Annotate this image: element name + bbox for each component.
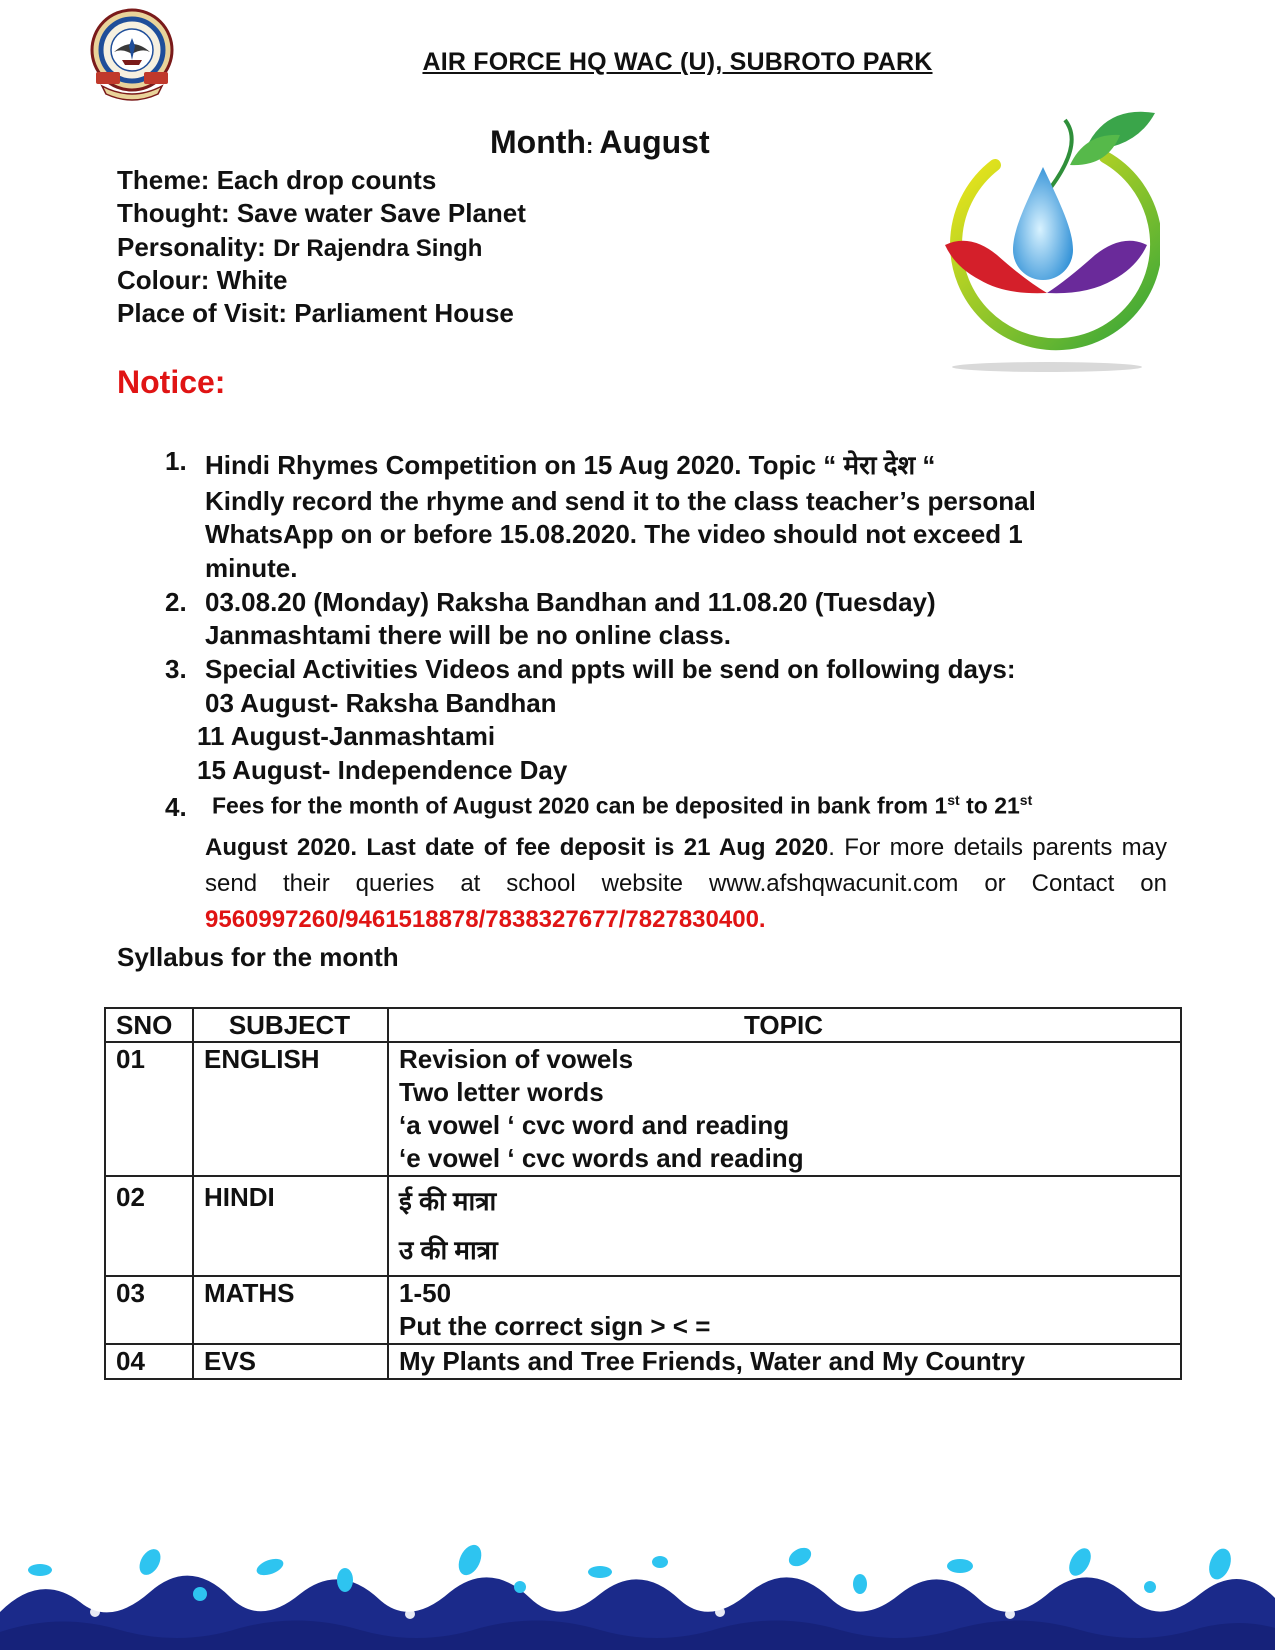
personality-line: [117, 231, 482, 265]
fee-text: Fees for the month of August 2020 can be deposited in bank from 1: [212, 792, 948, 819]
item-3-line-2: 03 August- Raksha Bandhan: [205, 688, 557, 718]
topic-line: ई की मात्रा: [399, 1186, 497, 1216]
personality-label: Personality:: [117, 232, 266, 262]
thought-label: Thought:: [117, 198, 230, 228]
cell-sno: 01: [105, 1042, 193, 1176]
item-number: 2.: [165, 587, 187, 617]
cell-subject: ENGLISH: [193, 1042, 388, 1176]
item-3-line-3: 11 August-Janmashtami: [197, 721, 496, 751]
fee-details-text: . For more details parents may send their queries at school website www.afshqwacunit.com or Contact on: [205, 834, 1168, 897]
topic-line: Revision of vowels: [399, 1044, 634, 1074]
thought-line: [117, 197, 526, 229]
table-row: [105, 1344, 1181, 1379]
colour-line: [117, 264, 287, 296]
month-label: Month: [490, 124, 586, 160]
month-line: Month: August: [490, 124, 710, 160]
item-3-line-4: 15 August- Independence Day: [197, 755, 568, 785]
superscript: st: [947, 792, 960, 808]
column-header-topic: TOPIC: [388, 1008, 1181, 1042]
place-label: Place of Visit:: [117, 298, 288, 328]
table-row: [105, 1042, 1181, 1176]
theme-value: Each drop counts: [216, 165, 437, 195]
theme-line: [117, 164, 436, 196]
syllabus-heading: Syllabus for the month: [117, 942, 399, 972]
topic-line: Two letter words: [399, 1077, 604, 1107]
item-number: 1.: [165, 446, 187, 476]
item-number: 4.: [165, 792, 187, 822]
topic-line: My Plants and Tree Friends, Water and My Country: [399, 1346, 1026, 1376]
cell-sno: 03: [105, 1276, 193, 1344]
cell-sno: 04: [105, 1344, 193, 1379]
item-2-line-1: 03.08.20 (Monday) Raksha Bandhan and 11.08.20 (Tuesday): [205, 587, 936, 617]
item-number: 3.: [165, 654, 187, 684]
item-4-line-1: [212, 792, 1032, 820]
cell-topic: [388, 1276, 1181, 1344]
topic-line: ‘a vowel ‘ cvc word and reading: [399, 1110, 790, 1140]
topic-line: 1-50: [399, 1278, 452, 1308]
cell-topic: [388, 1042, 1181, 1176]
column-header-sno: SNO: [105, 1008, 193, 1042]
item-3-line-1: Special Activities Videos and ppts will be send on following days:: [205, 654, 1016, 684]
water-splash-wave-icon: [0, 1532, 1275, 1650]
cell-subject: EVS: [193, 1344, 388, 1379]
table-row: [105, 1276, 1181, 1344]
item-2-line-2: Janmashtami there will be no online class.: [205, 620, 731, 650]
column-header-subject: SUBJECT: [193, 1008, 388, 1042]
cell-sno: 02: [105, 1176, 193, 1276]
cell-topic: [388, 1176, 1181, 1276]
item-1-line-2: Kindly record the rhyme and send it to the class teacher’s personal: [205, 486, 1036, 516]
superscript: st: [1019, 792, 1033, 808]
item-1-line-3: WhatsApp on or before 15.08.2020. The video should not exceed 1: [205, 519, 1023, 549]
place-value: Parliament House: [294, 298, 514, 328]
table-header-row: [105, 1008, 1181, 1042]
theme-label: Theme:: [117, 165, 210, 195]
contact-numbers: 9560997260/9461518878/7838327677/7827830400.: [205, 906, 766, 933]
syllabus-table: [104, 1007, 1182, 1380]
topic-line: Put the correct sign > < =: [399, 1311, 711, 1341]
place-line: [117, 297, 514, 329]
cell-topic: [388, 1344, 1181, 1379]
month-value: August: [599, 124, 710, 160]
thought-value: Save water Save Planet: [236, 198, 526, 228]
topic-line: उ की मात्रा: [399, 1235, 498, 1265]
cell-subject: MATHS: [193, 1276, 388, 1344]
colour-label: Colour:: [117, 265, 210, 295]
page-title: AIR FORCE HQ WAC (U), SUBROTO PARK: [422, 48, 933, 76]
table-row: [105, 1176, 1181, 1276]
topic-line: ‘e vowel ‘ cvc words and reading: [399, 1143, 804, 1173]
item-1-line-4: minute.: [205, 553, 298, 583]
cell-subject: HINDI: [193, 1176, 388, 1276]
fee-text-to: to 21: [959, 792, 1020, 819]
item-1-line-1: Hindi Rhymes Competition on 15 Aug 2020. Topic “ मेरा देश “: [205, 450, 936, 480]
personality-value: Dr Rajendra Singh: [273, 235, 483, 262]
water-drop-hands-icon: [935, 105, 1160, 380]
fee-deadline-text: August 2020. Last date of fee deposit is 21 Aug 2020: [205, 834, 829, 861]
notice-heading: Notice:: [117, 364, 226, 400]
colour-value: White: [216, 265, 288, 295]
item-4-body: [205, 830, 1167, 938]
